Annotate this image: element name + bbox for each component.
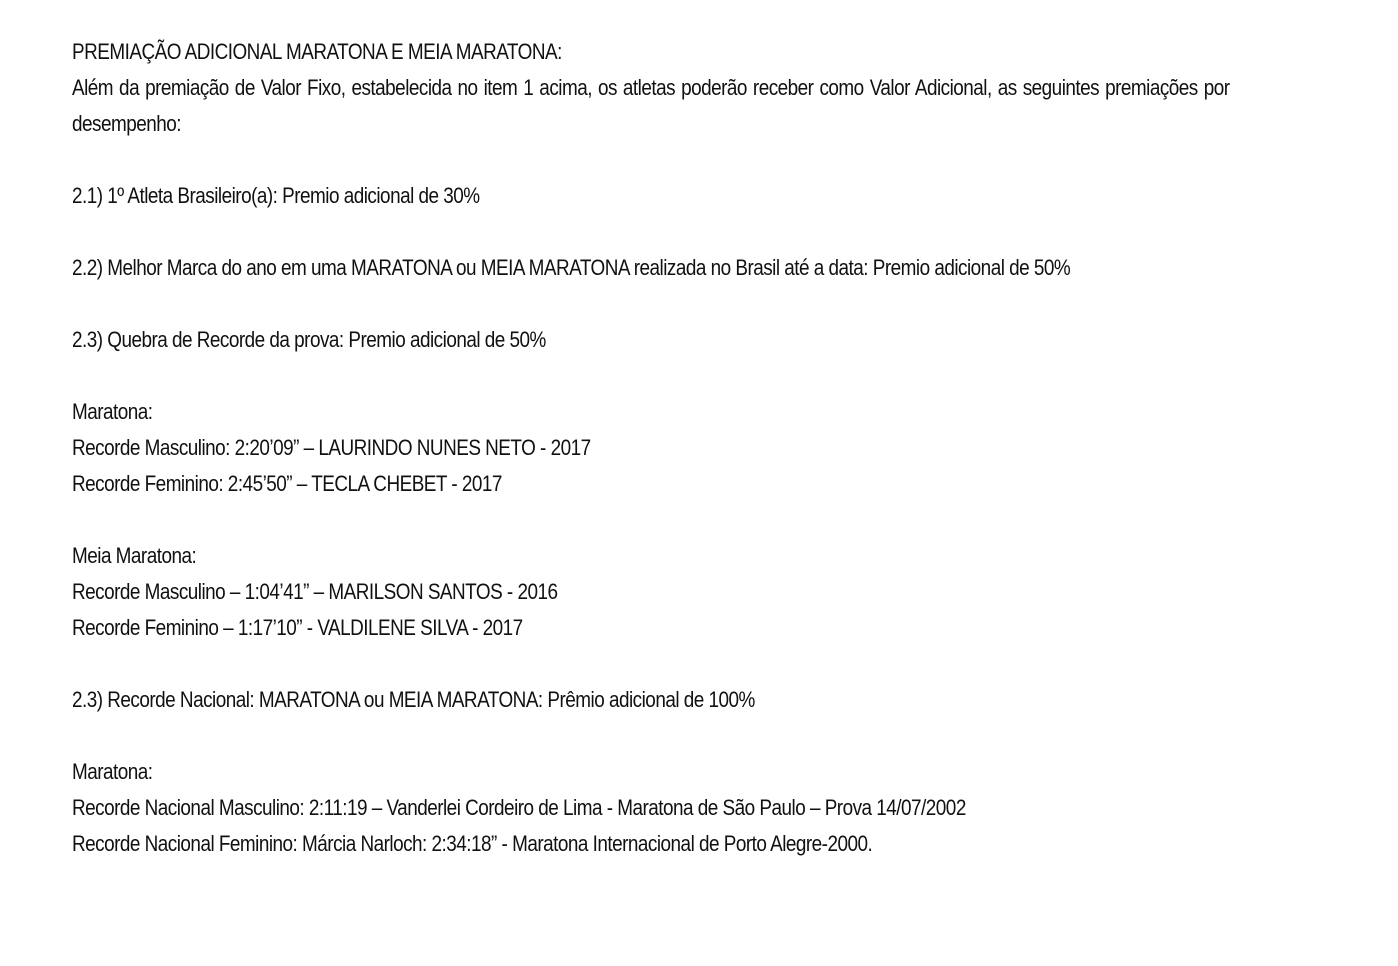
section-heading: PREMIAÇÃO ADICIONAL MARATONA E MEIA MARATONA: <box>72 39 562 64</box>
item-2-3-race-record: 2.3) Quebra de Recorde da prova: Premio adicional de 50% <box>72 327 546 352</box>
intro-paragraph: Além da premiação de Valor Fixo, estabelecida no item 1 acima, os atletas poderão receber como Valor Adicional, as seguintes premiações por desempenho: <box>72 75 1230 136</box>
spacer <box>72 646 1230 682</box>
spacer <box>72 502 1230 538</box>
item-2-1: 2.1) 1º Atleta Brasileiro(a): Premio adicional de 30% <box>72 183 480 208</box>
national-marathon-label: Maratona: <box>72 759 153 784</box>
spacer <box>72 214 1230 250</box>
spacer <box>72 718 1230 754</box>
marathon-female-record: Recorde Feminino: 2:45’50” – TECLA CHEBET - 2017 <box>72 471 502 496</box>
spacer <box>72 142 1230 178</box>
national-male-record: Recorde Nacional Masculino: 2:11:19 – Vanderlei Cordeiro de Lima - Maratona de São Paulo – Prova 14/07/2002 <box>72 795 966 820</box>
marathon-label: Maratona: <box>72 399 153 424</box>
document-body <box>72 34 1230 862</box>
item-2-2: 2.2) Melhor Marca do ano em uma MARATONA ou MEIA MARATONA realizada no Brasil até a data: Premio adicional de 50% <box>72 255 1071 280</box>
item-2-3-national-record: 2.3) Recorde Nacional: MARATONA ou MEIA MARATONA: Prêmio adicional de 100% <box>72 687 755 712</box>
half-marathon-female-record: Recorde Feminino – 1:17’10” - VALDILENE SILVA - 2017 <box>72 615 523 640</box>
half-marathon-label: Meia Maratona: <box>72 543 197 568</box>
spacer <box>72 358 1230 394</box>
spacer <box>72 286 1230 322</box>
national-female-record: Recorde Nacional Feminino: Márcia Narloch: 2:34:18” - Maratona Internacional de Porto Alegre-2000. <box>72 831 873 856</box>
half-marathon-male-record: Recorde Masculino – 1:04’41” – MARILSON SANTOS - 2016 <box>72 579 558 604</box>
marathon-male-record: Recorde Masculino: 2:20’09” – LAURINDO NUNES NETO - 2017 <box>72 435 591 460</box>
